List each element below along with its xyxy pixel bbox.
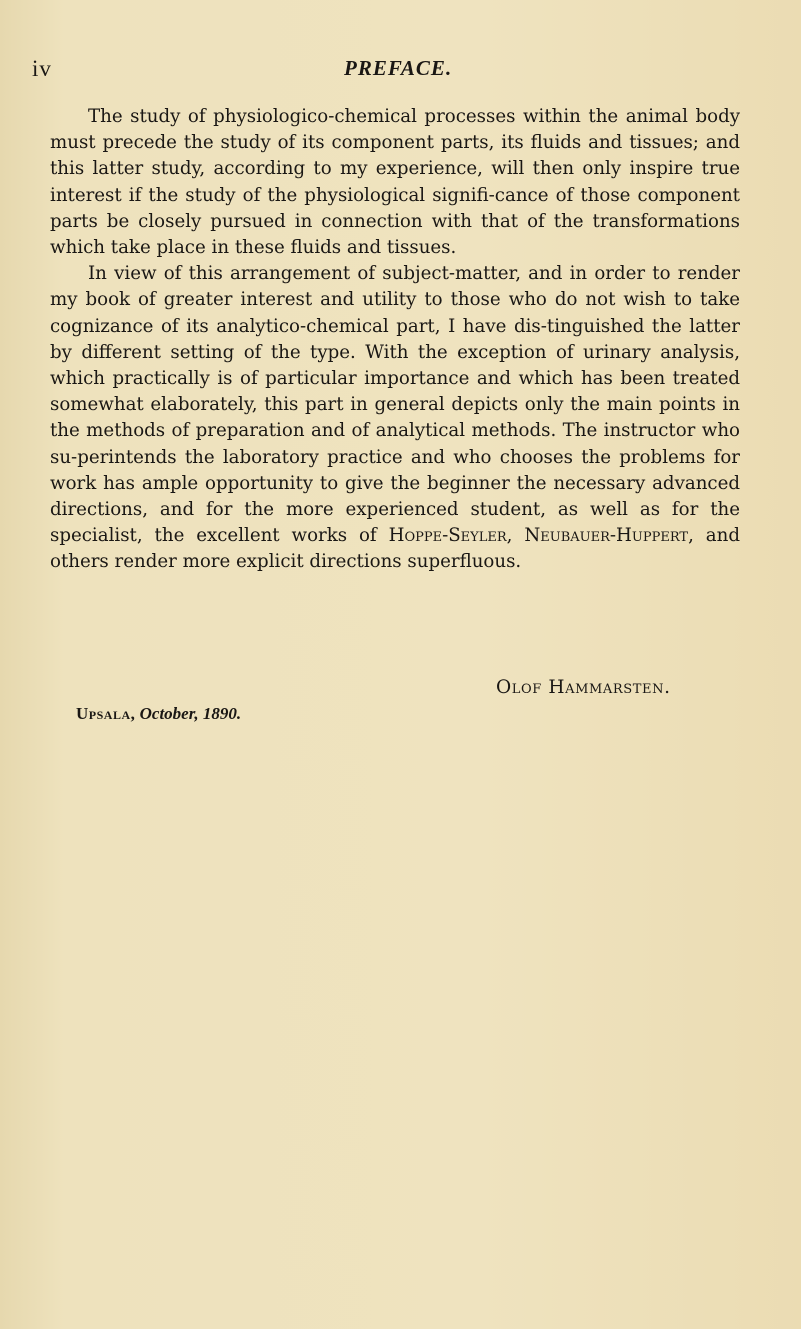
paragraph-2-text-a: In view of this arrangement of subject-matter, and in order to render my book of greater interest and utility to those who do not wish to take cognizance of its analytico-chemical part, I have dis-tinguished the latter by different setting of the type. With the exception of urinary analysis, which practically is of particular importance and which has been treated somewhat elaborately, this part in general depicts only the main points in the methods of preparation and of analytical methods. The instructor who su-perintends the laboratory practice and who chooses the problems for work has ample opportunity to give the beginner the necessary advanced directions, and for the more experienced student, as well as for the specialist, the excellent works of xyxy=(50,263,740,547)
dateline-place: Upsala, xyxy=(76,704,136,723)
running-head: PREFACE. xyxy=(344,56,453,80)
author-signature: Olof Hammarsten. xyxy=(496,677,671,698)
preface-body xyxy=(50,104,740,576)
paragraph-2 xyxy=(50,261,740,575)
author-name-hoppe-seyler: Hoppe-Seyler, xyxy=(388,525,513,547)
author-name-neubauer-huppert: Neubauer-Huppert, xyxy=(524,525,694,547)
page-number: iv xyxy=(32,56,52,81)
dateline xyxy=(76,704,241,724)
page-header xyxy=(32,56,769,86)
paragraph-1: The study of physiologico-chemical processes within the animal body must precede the study of its component parts, its fluids and tissues; and this latter study, according to my experience, will then only inspire true interest if the study of the physiological signifi-cance of those component parts be closely pursued in connection with that of the transformations which take place in these fluids and tissues. xyxy=(50,106,740,259)
dateline-date: October, 1890. xyxy=(139,704,242,723)
paragraph-2-text-b: and others render more explicit directions superfluous. xyxy=(50,525,740,573)
